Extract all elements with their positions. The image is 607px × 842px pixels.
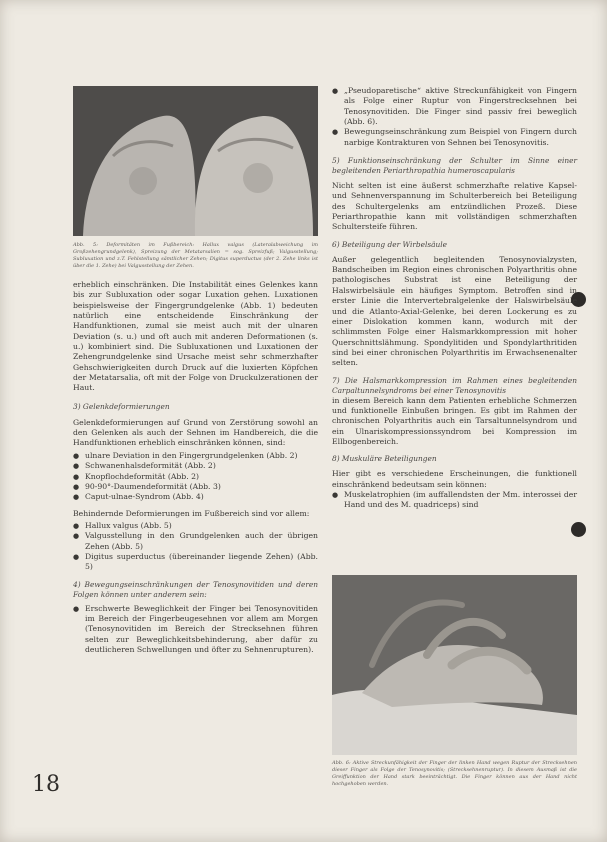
figure-caption: Abb. 5: Deformitäten im Fußbereich: Hallux valgus (Lateralabweichung im Großzehengrundgelenk), Spreizung der Metatarsalien = sog. Spreizfuß; Valgusstellung; Subluxation und z.T. Fehlstellung sämtlicher Zehen; Digitus superductus (der 2. Zehe links ist über die 1. Zehe) bei Valgusstellung der Zehen. xyxy=(73,242,318,269)
list-item: ● 90-90°-Daumendeformität (Abb. 3) xyxy=(73,482,318,492)
list-item: ● Schwanenhalsdeformität (Abb. 2) xyxy=(73,461,318,471)
page-number: 18 xyxy=(32,772,60,797)
list-item: ● Digitus superductus (übereinander liegende Zehen) (Abb. 5) xyxy=(73,552,318,573)
punch-hole xyxy=(571,522,586,537)
bullet-list xyxy=(332,490,577,511)
bullet-list xyxy=(73,521,318,573)
paragraph: erheblich einschränken. Die Instabilität eines Gelenkes kann bis zur Subluxation oder sogar Luxation gehen. Luxationen beispielsweise der Fingergrundgelenke (Abb. 1) bedeuten natürlich eine entscheidende Einschränkung der Handfunktionen, zumal sie meist auch mit der ulnaren Deviation (s. u.) und oft auch mit anderen Deformationen (s. u.) kombiniert sind. Die Subluxationen und Luxationen der Zehengrundgelenke sind Ursache meist sehr schmerzhafter Gehschwierigkeiten durch Druck auf die luxierten Köpfchen der Metatarsalia, oft mit der Folge von Druckulzerationen der Haut. xyxy=(73,280,318,393)
section-heading: 8) Muskuläre Beteiligungen xyxy=(332,454,437,464)
list-item: ● „Pseudoparetische“ aktive Streckunfähigkeit von Fingern als Folge einer Ruptur von Fingerstrecksehnen bei Tenosynovitiden. Die Finger sind passiv frei beweglich (Abb. 6). xyxy=(332,86,577,127)
bullet-list xyxy=(332,86,577,148)
figure-hand-photo xyxy=(332,575,577,755)
paragraph: in diesem Bereich kann dem Patienten erhebliche Schmerzen und funktionelle Einbußen bringen. Es gibt im Rahmen der chronischen Polyarthritis auch ein Tarsaltunnelsyndrom und ein Ulnariskompressionssyndrom bei Kompression im Ellbogenbereich. xyxy=(332,395,577,446)
section-heading: 5) Funktionseinschränkung der Schulter im Sinne einer begleitenden Periarthropathia humeroscapularis xyxy=(332,156,577,176)
list-item: ● ulnare Deviation in den Fingergrundgelenken (Abb. 2) xyxy=(73,451,318,461)
list-item: ● Caput-ulnae-Syndrom (Abb. 4) xyxy=(73,492,318,502)
left-column xyxy=(73,280,318,655)
paragraph: Gelenkdeformierungen auf Grund von Zerstörung sowohl an den Gelenken als auch der Sehnen im Handbereich, die die Handfunktionen erheblich einschränken können, sind: xyxy=(73,417,318,448)
paragraph: Nicht selten ist eine äußerst schmerzhafte relative Kapsel- und Sehnenverspannung im Schulterbereich bei Beteiligung des Schultergelenks am entzündlichen Prozeß. Diese Periarthropathie kann mit vollständigen schmerzhaften Schultersteife führen. xyxy=(332,181,577,232)
paragraph: Außer gelegentlich begleitenden Tenosynovialzysten, Bandscheiben im Region eines chronischen Polyarthritis ohne pathologisches Substrat ist eine Beteiligung der Halswirbelsäule ein häufiges Symptom. Betroffen sind in erster Linie die Intervertebralgelenke der Halswirbelsäule und die Atlanto-Axial-Gelenke, bei deren Lockerung es zu einer Dislokation kommen kann, wodurch mit der schlimmsten Folge einer Halsmarkkompression mit hoher Querschnittslähmung. Spondylitiden und Spondylarthritiden sind bei einer chronischen Polyarthritis im Erwachsenenalter selten. xyxy=(332,254,577,368)
right-column xyxy=(332,86,577,511)
paragraph: Hier gibt es verschiedene Erscheinungen, die funktionell einschränkend bedeutsam sein können: xyxy=(332,469,577,489)
bullet-list xyxy=(73,604,318,656)
list-item: ● Hallux valgus (Abb. 5) xyxy=(73,521,318,531)
section-heading: 4) Bewegungseinschränkungen der Tenosynovitiden und deren Folgen können unter anderem sein: xyxy=(73,579,318,599)
list-item: ● Erschwerte Beweglichkeit der Finger bei Tenosynovitiden im Bereich der Fingerbeugesehnen vor allem am Morgen (Tenosynovitiden im Bereich der Strecksehnen führen selten zur Beweglichkeitsbehinderung, aber dafür zu deutlicheren Schwellungen und öfter zu Sehnenrupturen). xyxy=(73,604,318,656)
figure-caption: Abb. 6: Aktive Streckunfähigkeit der Finger der linken Hand wegen Ruptur der Strecksehnen dieser Finger als Folge der Tenosynovitis; (Strecksehnenruptur). In diesem Ausmaß ist die Greiffunktion der Hand stark beeinträchtigt. Die Finger können aus der Hand nicht hochgehoben werden. xyxy=(332,760,577,787)
section-heading: 6) Beteiligung der Wirbelsäule xyxy=(332,239,448,249)
list-item: ● Bewegungseinschränkung zum Beispiel von Fingern durch narbige Kontrakturen von Sehnen bei Tenosynovitis. xyxy=(332,127,577,148)
figure-feet-photo xyxy=(73,86,318,236)
list-item: ● Muskelatrophien (im auffallendsten der Mm. interossei der Hand und des M. quadriceps) sind xyxy=(332,490,577,511)
list-item: ● Knopflochdeformität (Abb. 2) xyxy=(73,472,318,482)
bullet-list xyxy=(73,451,318,503)
list-item: ● Valgusstellung in den Grundgelenken auch der übrigen Zehen (Abb. 5) xyxy=(73,531,318,552)
section-heading: 3) Gelenkdeformierungen xyxy=(73,401,170,411)
paragraph: Behindernde Deformierungen im Fußbereich sind vor allem: xyxy=(73,508,310,518)
section-heading: 7) Die Halsmarkkompression im Rahmen eines begleitenden Carpaltunnelsyndroms bei einer Tenosynovitis xyxy=(332,375,577,395)
